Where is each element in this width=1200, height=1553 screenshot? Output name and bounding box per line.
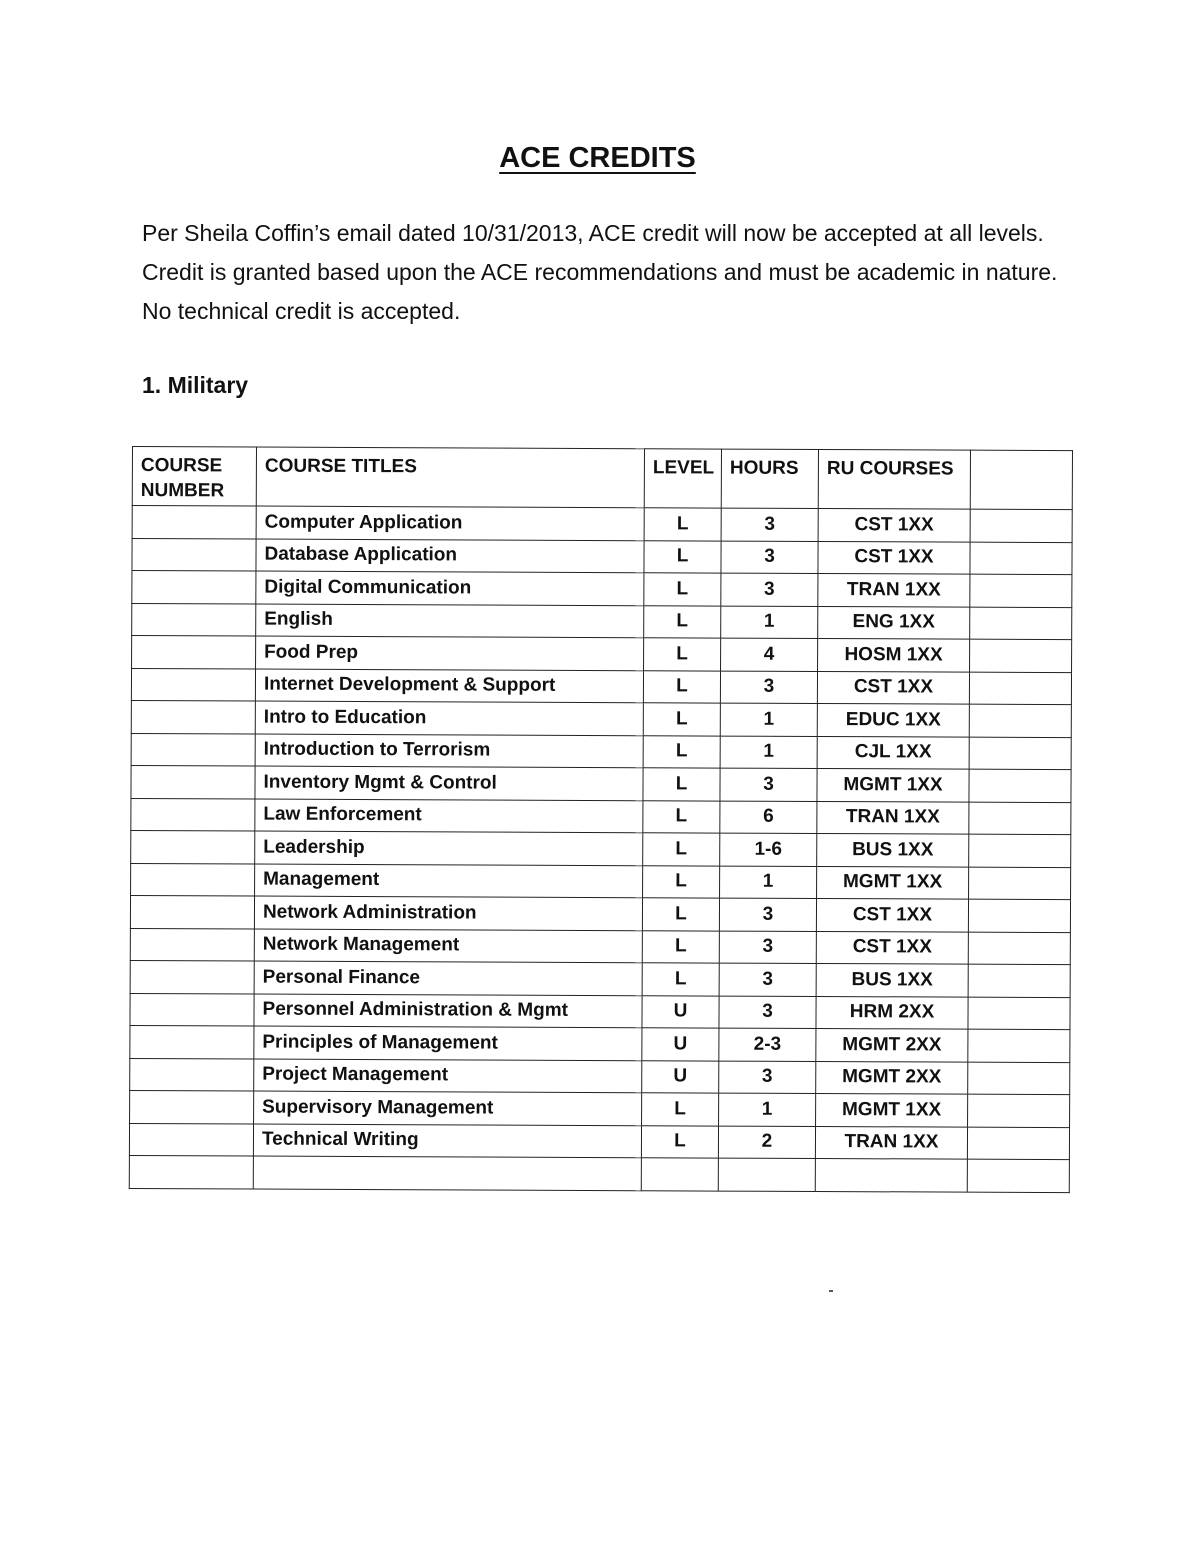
ru-course-cell: EDUC 1XX — [817, 703, 969, 736]
course-number-cell — [131, 668, 255, 701]
header-course-number — [132, 447, 256, 507]
level-cell: U — [642, 1028, 719, 1061]
ru-course-cell: MGMT 1XX — [816, 1093, 968, 1126]
extra-cell — [970, 542, 1072, 575]
extra-cell — [968, 932, 1070, 965]
course-title-cell: Personnel Administration & Mgmt — [254, 994, 642, 1028]
hours-cell: 1 — [720, 703, 817, 736]
table-body — [129, 506, 1072, 1193]
table-row — [130, 960, 1070, 997]
table-row — [129, 1123, 1069, 1160]
ru-course-cell: TRAN 1XX — [818, 573, 970, 606]
intro-paragraph: Per Sheila Coffin’s email dated 10/31/2013, ACE credit will now be accepted at all levels. Credit is granted based upon the ACE recommendations and must be academic in nature. No technical credit is accepted. — [142, 220, 1058, 324]
course-number-cell — [131, 733, 255, 766]
level-cell — [641, 1158, 718, 1191]
level-cell: L — [643, 670, 720, 703]
course-number-cell — [129, 1155, 253, 1188]
course-number-cell — [131, 863, 255, 896]
course-number-cell — [132, 603, 256, 636]
ru-course-cell: CST 1XX — [816, 898, 968, 931]
extra-cell — [968, 899, 1070, 932]
table-row — [130, 928, 1070, 965]
course-number-cell — [131, 765, 255, 798]
course-title-cell: Food Prep — [256, 636, 644, 670]
table-row — [130, 1058, 1070, 1095]
ru-course-cell: CST 1XX — [818, 508, 970, 541]
table-row — [131, 863, 1071, 900]
hours-cell: 3 — [721, 508, 818, 541]
hours-cell: 1 — [720, 866, 817, 899]
header-course-titles: COURSE TITLES — [256, 447, 644, 508]
ru-course-cell: BUS 1XX — [817, 833, 969, 866]
extra-cell — [968, 1094, 1070, 1127]
level-cell: L — [644, 638, 721, 671]
course-title-cell: Inventory Mgmt & Control — [255, 766, 643, 800]
extra-cell — [970, 509, 1072, 542]
header-course-number-text: COURSE NUMBER — [140, 455, 225, 502]
header-level: LEVEL — [644, 449, 721, 508]
ru-course-cell: CST 1XX — [817, 671, 969, 704]
level-cell: L — [644, 573, 721, 606]
document-title — [0, 138, 1195, 178]
course-number-cell — [131, 830, 255, 863]
level-cell: L — [643, 735, 720, 768]
course-title-cell: Management — [255, 864, 643, 898]
level-cell: L — [642, 898, 719, 931]
ru-course-cell — [815, 1158, 967, 1191]
course-number-cell — [132, 506, 256, 539]
course-title-cell: Intro to Education — [255, 701, 643, 735]
ru-course-cell: MGMT 1XX — [817, 866, 969, 899]
course-number-cell — [130, 960, 254, 993]
table-row — [130, 895, 1070, 932]
course-title-cell: Personal Finance — [254, 961, 642, 995]
course-number-cell — [130, 1058, 254, 1091]
hours-cell: 1 — [720, 736, 817, 769]
extra-cell — [969, 867, 1071, 900]
course-number-cell — [130, 895, 254, 928]
header-extra — [970, 450, 1072, 509]
course-title-cell: Technical Writing — [253, 1124, 641, 1158]
extra-cell — [969, 834, 1071, 867]
course-title-cell: Network Management — [254, 929, 642, 963]
ru-course-cell: ENG 1XX — [818, 606, 970, 639]
document-title-text: ACE CREDITS — [499, 142, 696, 174]
course-title-cell: Database Application — [256, 539, 644, 573]
course-title-cell: Law Enforcement — [255, 799, 643, 833]
hours-cell: 1-6 — [720, 833, 817, 866]
header-hours: HOURS — [721, 449, 818, 508]
level-cell: L — [644, 605, 721, 638]
hours-cell: 3 — [721, 573, 818, 606]
course-title-cell: Project Management — [254, 1059, 642, 1093]
course-title-cell: Supervisory Management — [254, 1091, 642, 1125]
ru-course-cell: MGMT 1XX — [817, 768, 969, 801]
level-cell: L — [644, 508, 721, 541]
table-row — [130, 1025, 1070, 1062]
extra-cell — [968, 1029, 1070, 1062]
course-number-cell — [131, 798, 255, 831]
ace-credits-table — [129, 446, 1073, 1193]
table-row — [132, 571, 1072, 608]
level-cell: L — [643, 865, 720, 898]
scan-speck — [829, 1290, 833, 1292]
table-row — [131, 798, 1071, 835]
table-row — [131, 700, 1071, 737]
level-cell: L — [642, 930, 719, 963]
course-title-cell — [253, 1156, 641, 1190]
table-row — [131, 765, 1071, 802]
level-cell: L — [643, 768, 720, 801]
level-cell: L — [644, 540, 721, 573]
extra-cell — [969, 802, 1071, 835]
level-cell: L — [643, 800, 720, 833]
level-cell: L — [641, 1125, 718, 1158]
table-row — [131, 733, 1071, 770]
extra-cell — [970, 639, 1072, 672]
course-title-cell: Internet Development & Support — [255, 669, 643, 703]
table-header-row — [132, 447, 1072, 510]
extra-cell — [967, 1127, 1069, 1160]
course-title-cell: Computer Application — [256, 506, 644, 540]
hours-cell: 3 — [720, 671, 817, 704]
ru-course-cell: HRM 2XX — [816, 996, 968, 1029]
hours-cell: 3 — [719, 963, 816, 996]
hours-cell: 1 — [719, 1093, 816, 1126]
extra-cell — [969, 737, 1071, 770]
level-cell: U — [642, 1060, 719, 1093]
table-header — [132, 447, 1072, 510]
extra-cell — [967, 1159, 1069, 1192]
course-number-cell — [132, 571, 256, 604]
course-number-cell — [131, 700, 255, 733]
hours-cell: 4 — [721, 638, 818, 671]
hours-cell: 3 — [719, 898, 816, 931]
ru-course-cell: MGMT 2XX — [816, 1061, 968, 1094]
course-number-cell — [129, 1123, 253, 1156]
table-row — [130, 1090, 1070, 1127]
table-row — [132, 636, 1072, 673]
extra-cell — [968, 997, 1070, 1030]
course-number-cell — [130, 993, 254, 1026]
hours-cell: 2-3 — [719, 1028, 816, 1061]
ru-course-cell: TRAN 1XX — [815, 1126, 967, 1159]
extra-cell — [969, 769, 1071, 802]
table-row — [132, 603, 1072, 640]
course-number-cell — [130, 928, 254, 961]
table-row — [132, 538, 1072, 575]
ru-course-cell: BUS 1XX — [816, 963, 968, 996]
header-ru-courses: RU COURSES — [818, 449, 970, 509]
course-number-cell — [130, 1025, 254, 1058]
extra-cell — [970, 607, 1072, 640]
ru-course-cell: TRAN 1XX — [817, 801, 969, 834]
hours-cell: 3 — [719, 996, 816, 1029]
course-number-cell — [132, 636, 256, 669]
ru-course-cell: HOSM 1XX — [818, 638, 970, 671]
course-title-cell: Principles of Management — [254, 1026, 642, 1060]
hours-cell: 2 — [718, 1126, 815, 1159]
table-row — [131, 830, 1071, 867]
course-title-cell: Digital Communication — [256, 571, 644, 605]
level-cell: L — [643, 833, 720, 866]
extra-cell — [968, 964, 1070, 997]
extra-cell — [969, 704, 1071, 737]
table-row — [132, 506, 1072, 543]
level-cell: L — [643, 703, 720, 736]
extra-cell — [968, 1062, 1070, 1095]
table-row — [130, 993, 1070, 1030]
ru-course-cell: CST 1XX — [816, 931, 968, 964]
course-title-cell: Introduction to Terrorism — [255, 734, 643, 768]
course-title-cell: Network Administration — [254, 896, 642, 930]
level-cell: L — [642, 963, 719, 996]
course-title-cell: English — [256, 604, 644, 638]
ru-course-cell: CST 1XX — [818, 541, 970, 574]
section-heading: 1. Military — [142, 372, 249, 398]
ru-course-cell: MGMT 2XX — [816, 1028, 968, 1061]
hours-cell — [718, 1158, 815, 1191]
table-row — [129, 1155, 1069, 1192]
hours-cell: 3 — [721, 541, 818, 574]
hours-cell: 3 — [720, 768, 817, 801]
course-title-cell: Leadership — [255, 831, 643, 865]
level-cell: U — [642, 995, 719, 1028]
extra-cell — [969, 672, 1071, 705]
extra-cell — [970, 574, 1072, 607]
course-number-cell — [130, 1090, 254, 1123]
level-cell: L — [642, 1093, 719, 1126]
hours-cell: 3 — [719, 931, 816, 964]
hours-cell: 1 — [721, 606, 818, 639]
hours-cell: 6 — [720, 801, 817, 834]
table-row — [131, 668, 1071, 705]
ru-course-cell: CJL 1XX — [817, 736, 969, 769]
course-number-cell — [132, 538, 256, 571]
hours-cell: 3 — [719, 1061, 816, 1094]
